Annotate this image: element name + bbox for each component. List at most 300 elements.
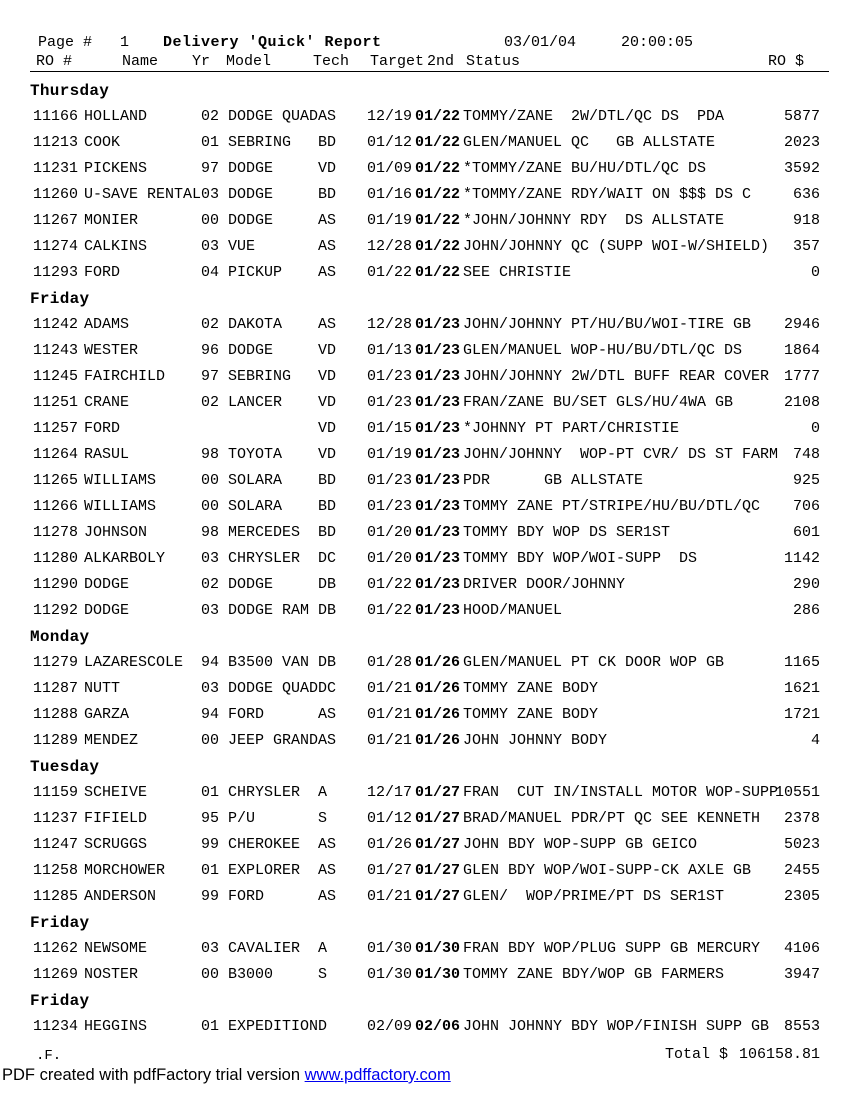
row-2nd-date: 01/22 [415, 186, 461, 203]
row-name: PICKENS [84, 160, 148, 177]
row-name: MENDEZ [84, 732, 139, 749]
table-row [0, 260, 850, 286]
row-status: GLEN/MANUEL QC GB ALLSTATE [463, 134, 716, 151]
row-2nd-date: 01/22 [415, 212, 461, 229]
report-time: 20:00:05 [621, 34, 694, 51]
row-name: LAZARESCOLE [84, 654, 184, 671]
row-ro-number: 11278 [33, 524, 79, 541]
row-amount: 0 [810, 420, 820, 437]
row-model: MERCEDES [228, 524, 301, 541]
pdf-factory-note: PDF created with pdfFactory trial version [2, 1066, 305, 1084]
row-name: ADAMS [84, 316, 130, 333]
row-name: ALKARBOLY [84, 550, 166, 567]
row-2nd-date: 01/26 [415, 706, 461, 723]
row-model: LANCER [228, 394, 283, 411]
row-year: 04 [201, 264, 220, 281]
report-body [0, 78, 850, 1040]
row-2nd-date: 01/23 [415, 602, 461, 619]
row-model: VUE [228, 238, 256, 255]
row-name: FORD [84, 264, 121, 281]
row-target-date: 01/12 [367, 134, 413, 151]
row-year: 01 [201, 784, 220, 801]
row-tech: AS [318, 732, 337, 749]
row-ro-number: 11279 [33, 654, 79, 671]
row-tech: DB [318, 602, 337, 619]
row-name: HEGGINS [84, 1018, 148, 1035]
row-2nd-date: 01/23 [415, 420, 461, 437]
row-tech: DB [318, 576, 337, 593]
row-target-date: 12/19 [367, 108, 413, 125]
day-section-heading: Monday [30, 628, 90, 646]
row-name: SCRUGGS [84, 836, 148, 853]
row-tech: AS [318, 836, 337, 853]
row-name: ANDERSON [84, 888, 157, 905]
row-target-date: 01/21 [367, 732, 413, 749]
row-name: WESTER [84, 342, 139, 359]
row-status: TOMMY ZANE BODY [463, 706, 599, 723]
row-model: DODGE [228, 342, 274, 359]
row-tech: D [318, 1018, 328, 1035]
total-value: 106158.81 [738, 1046, 820, 1063]
row-status: GLEN/MANUEL WOP-HU/BU/DTL/QC DS [463, 342, 743, 359]
row-2nd-date: 01/30 [415, 966, 461, 983]
row-ro-number: 11242 [33, 316, 79, 333]
row-name: WILLIAMS [84, 498, 157, 515]
row-year: 94 [201, 654, 220, 671]
row-name: CALKINS [84, 238, 148, 255]
row-target-date: 01/15 [367, 420, 413, 437]
row-year: 95 [201, 810, 220, 827]
row-tech: VD [318, 446, 337, 463]
row-target-date: 12/28 [367, 316, 413, 333]
row-ro-number: 11285 [33, 888, 79, 905]
row-amount: 357 [792, 238, 820, 255]
row-model: DODGE [228, 186, 274, 203]
row-year: 01 [201, 862, 220, 879]
row-status: HOOD/MANUEL [463, 602, 563, 619]
row-year: 00 [201, 498, 220, 515]
table-row [0, 182, 850, 208]
row-model: B3500 VAN [228, 654, 310, 671]
row-target-date: 01/23 [367, 472, 413, 489]
row-tech: A [318, 784, 328, 801]
column-header-row [30, 54, 829, 72]
row-name: DODGE [84, 576, 130, 593]
row-status: *TOMMY/ZANE BU/HU/DTL/QC DS [463, 160, 707, 177]
row-2nd-date: 01/22 [415, 264, 461, 281]
row-name: NUTT [84, 680, 121, 697]
row-ro-number: 11159 [33, 784, 79, 801]
table-row [0, 520, 850, 546]
row-amount: 2108 [783, 394, 820, 411]
row-amount: 1864 [783, 342, 820, 359]
row-2nd-date: 01/27 [415, 784, 461, 801]
row-year: 03 [201, 550, 220, 567]
row-2nd-date: 01/26 [415, 654, 461, 671]
row-ro-number: 11234 [33, 1018, 79, 1035]
row-model: JEEP GRAND [228, 732, 319, 749]
row-year: 02 [201, 316, 220, 333]
row-name: NEWSOME [84, 940, 148, 957]
column-header-2nd: 2nd [427, 53, 455, 70]
row-2nd-date: 01/23 [415, 498, 461, 515]
row-target-date: 01/12 [367, 810, 413, 827]
row-ro-number: 11213 [33, 134, 79, 151]
row-status: *TOMMY/ZANE RDY/WAIT ON $$$ DS C [463, 186, 752, 203]
row-ro-number: 11166 [33, 108, 79, 125]
row-tech: AS [318, 862, 337, 879]
row-model: EXPEDITION [228, 1018, 319, 1035]
row-model: P/U [228, 810, 256, 827]
day-section-heading: Tuesday [30, 758, 100, 776]
row-2nd-date: 01/22 [415, 238, 461, 255]
page-number-value: 1 [120, 34, 130, 51]
day-section-heading: Friday [30, 914, 90, 932]
table-row [0, 156, 850, 182]
row-model: DODGE [228, 212, 274, 229]
row-target-date: 01/21 [367, 680, 413, 697]
column-header-tech: Tech [313, 53, 350, 70]
row-target-date: 01/16 [367, 186, 413, 203]
row-tech: AS [318, 264, 337, 281]
row-name: FAIRCHILD [84, 368, 166, 385]
table-row [0, 390, 850, 416]
day-section-heading: Thursday [30, 82, 110, 100]
row-tech: BD [318, 472, 337, 489]
row-status: TOMMY ZANE BDY/WOP GB FARMERS [463, 966, 725, 983]
report-date: 03/01/04 [504, 34, 577, 51]
row-model: DODGE RAM [228, 602, 310, 619]
row-name: COOK [84, 134, 121, 151]
row-target-date: 01/30 [367, 966, 413, 983]
row-2nd-date: 01/23 [415, 342, 461, 359]
row-2nd-date: 01/23 [415, 576, 461, 593]
column-header-model: Model [226, 53, 272, 70]
table-row [0, 832, 850, 858]
row-amount: 290 [792, 576, 820, 593]
table-row [0, 858, 850, 884]
row-amount: 2455 [783, 862, 820, 879]
row-tech: BD [318, 134, 337, 151]
row-status: *JOHN/JOHNNY RDY DS ALLSTATE [463, 212, 725, 229]
row-target-date: 01/27 [367, 862, 413, 879]
row-status: JOHN JOHNNY BDY WOP/FINISH SUPP GB [463, 1018, 770, 1035]
row-year: 01 [201, 134, 220, 151]
table-row [0, 104, 850, 130]
row-ro-number: 11288 [33, 706, 79, 723]
table-row [0, 338, 850, 364]
row-year: 01 [201, 1018, 220, 1035]
row-tech: S [318, 966, 328, 983]
row-amount: 8553 [783, 1018, 820, 1035]
row-year: 00 [201, 732, 220, 749]
row-tech: VD [318, 160, 337, 177]
row-year: 02 [201, 576, 220, 593]
table-row [0, 962, 850, 988]
row-ro-number: 11257 [33, 420, 79, 437]
row-2nd-date: 01/23 [415, 394, 461, 411]
page-header [0, 30, 850, 52]
row-name: FIFIELD [84, 810, 148, 827]
row-ro-number: 11290 [33, 576, 79, 593]
row-target-date: 01/22 [367, 602, 413, 619]
row-status: FRAN BDY WOP/PLUG SUPP GB MERCURY [463, 940, 761, 957]
row-amount: 706 [792, 498, 820, 515]
row-status: JOHN/JOHNNY WOP-PT CVR/ DS ST FARM [463, 446, 779, 463]
row-amount: 1777 [783, 368, 820, 385]
row-ro-number: 11274 [33, 238, 79, 255]
table-row [0, 806, 850, 832]
footer-note: .F. [36, 1048, 62, 1064]
row-ro-number: 11231 [33, 160, 79, 177]
row-ro-number: 11267 [33, 212, 79, 229]
row-amount: 2305 [783, 888, 820, 905]
table-row [0, 572, 850, 598]
row-year: 02 [201, 108, 220, 125]
row-target-date: 01/09 [367, 160, 413, 177]
row-name: GARZA [84, 706, 130, 723]
row-ro-number: 11251 [33, 394, 79, 411]
row-model: PICKUP [228, 264, 283, 281]
table-row [0, 234, 850, 260]
row-2nd-date: 01/23 [415, 524, 461, 541]
row-year: 00 [201, 212, 220, 229]
pdf-factory-link[interactable]: www.pdffactory.com [304, 1066, 451, 1084]
row-year: 99 [201, 888, 220, 905]
row-ro-number: 11289 [33, 732, 79, 749]
row-name: MONIER [84, 212, 139, 229]
row-ro-number: 11237 [33, 810, 79, 827]
row-model: CHEROKEE [228, 836, 301, 853]
row-2nd-date: 01/23 [415, 446, 461, 463]
row-amount: 10551 [774, 784, 820, 801]
row-2nd-date: 01/22 [415, 134, 461, 151]
row-status: TOMMY ZANE BODY [463, 680, 599, 697]
row-model: SEBRING [228, 134, 292, 151]
row-ro-number: 11266 [33, 498, 79, 515]
column-header-ro: RO # [36, 53, 73, 70]
row-name: HOLLAND [84, 108, 148, 125]
row-amount: 2023 [783, 134, 820, 151]
row-ro-number: 11293 [33, 264, 79, 281]
table-row [0, 780, 850, 806]
row-tech: BD [318, 524, 337, 541]
row-name: RASUL [84, 446, 130, 463]
column-header-yr: Yr [192, 53, 211, 70]
row-status: FRAN CUT IN/INSTALL MOTOR WOP-SUPP [463, 784, 779, 801]
row-status: FRAN/ZANE BU/SET GLS/HU/4WA GB [463, 394, 734, 411]
row-2nd-date: 01/27 [415, 836, 461, 853]
row-model: DODGE QUAD [228, 108, 319, 125]
table-row [0, 1014, 850, 1040]
total-label: Total $ [665, 1046, 729, 1063]
row-target-date: 01/21 [367, 706, 413, 723]
row-model: FORD [228, 706, 265, 723]
row-name: NOSTER [84, 966, 139, 983]
row-status: GLEN/MANUEL PT CK DOOR WOP GB [463, 654, 725, 671]
row-target-date: 01/22 [367, 576, 413, 593]
row-year: 00 [201, 966, 220, 983]
row-year: 98 [201, 524, 220, 541]
row-model: DODGE [228, 160, 274, 177]
row-target-date: 12/28 [367, 238, 413, 255]
row-target-date: 01/23 [367, 498, 413, 515]
row-status: JOHN/JOHNNY 2W/DTL BUFF REAR COVER [463, 368, 770, 385]
row-amount: 1142 [783, 550, 820, 567]
row-amount: 3947 [783, 966, 820, 983]
row-2nd-date: 01/27 [415, 810, 461, 827]
row-2nd-date: 01/30 [415, 940, 461, 957]
row-name: U-SAVE RENTAL [84, 186, 202, 203]
row-status: PDR GB ALLSTATE [463, 472, 644, 489]
row-ro-number: 11245 [33, 368, 79, 385]
row-target-date: 01/21 [367, 888, 413, 905]
row-year: 98 [201, 446, 220, 463]
row-tech: AS [318, 212, 337, 229]
row-target-date: 02/09 [367, 1018, 413, 1035]
row-tech: AS [318, 238, 337, 255]
column-header-status: Status [466, 53, 521, 70]
row-amount: 5877 [783, 108, 820, 125]
row-2nd-date: 01/27 [415, 888, 461, 905]
row-year: 02 [201, 394, 220, 411]
row-model: TOYOTA [228, 446, 283, 463]
row-year: 99 [201, 836, 220, 853]
row-amount: 918 [792, 212, 820, 229]
row-amount: 601 [792, 524, 820, 541]
row-tech: VD [318, 368, 337, 385]
pdf-factory-line [2, 1066, 451, 1085]
row-model: FORD [228, 888, 265, 905]
row-amount: 1165 [783, 654, 820, 671]
row-amount: 2946 [783, 316, 820, 333]
row-ro-number: 11247 [33, 836, 79, 853]
table-row [0, 468, 850, 494]
row-ro-number: 11280 [33, 550, 79, 567]
report-title: Delivery 'Quick' Report [163, 34, 382, 51]
row-model: CHRYSLER [228, 784, 301, 801]
row-year: 96 [201, 342, 220, 359]
column-header-ro-dollars: RO $ [768, 53, 805, 70]
row-tech: DB [318, 654, 337, 671]
row-status: GLEN BDY WOP/WOI-SUPP-CK AXLE GB [463, 862, 752, 879]
row-amount: 1621 [783, 680, 820, 697]
table-row [0, 650, 850, 676]
row-2nd-date: 01/27 [415, 862, 461, 879]
row-ro-number: 11262 [33, 940, 79, 957]
row-2nd-date: 01/23 [415, 316, 461, 333]
row-tech: VD [318, 394, 337, 411]
row-amount: 3592 [783, 160, 820, 177]
row-tech: S [318, 810, 328, 827]
row-ro-number: 11287 [33, 680, 79, 697]
row-status: TOMMY BDY WOP/WOI-SUPP DS [463, 550, 698, 567]
row-amount: 748 [792, 446, 820, 463]
row-amount: 4 [810, 732, 820, 749]
row-amount: 0 [810, 264, 820, 281]
row-model: SEBRING [228, 368, 292, 385]
row-name: SCHEIVE [84, 784, 148, 801]
column-header-target: Target [370, 53, 425, 70]
row-target-date: 01/19 [367, 446, 413, 463]
row-status: TOMMY ZANE PT/STRIPE/HU/BU/DTL/QC [463, 498, 761, 515]
row-amount: 2378 [783, 810, 820, 827]
row-status: *JOHNNY PT PART/CHRISTIE [463, 420, 680, 437]
row-status: DRIVER DOOR/JOHNNY [463, 576, 626, 593]
row-2nd-date: 02/06 [415, 1018, 461, 1035]
row-target-date: 01/23 [367, 368, 413, 385]
row-tech: VD [318, 420, 337, 437]
row-year: 03 [201, 940, 220, 957]
row-2nd-date: 01/22 [415, 108, 461, 125]
table-row [0, 208, 850, 234]
table-row [0, 416, 850, 442]
row-model: DAKOTA [228, 316, 283, 333]
table-row [0, 364, 850, 390]
row-2nd-date: 01/22 [415, 160, 461, 177]
row-amount: 636 [792, 186, 820, 203]
row-model: CAVALIER [228, 940, 301, 957]
row-model: SOLARA [228, 498, 283, 515]
row-ro-number: 11265 [33, 472, 79, 489]
day-section-heading: Friday [30, 992, 90, 1010]
page-number-label: Page # [38, 34, 93, 51]
row-status: JOHN/JOHNNY QC (SUPP WOI-W/SHIELD) [463, 238, 770, 255]
row-ro-number: 11269 [33, 966, 79, 983]
row-amount: 286 [792, 602, 820, 619]
row-status: TOMMY BDY WOP DS SER1ST [463, 524, 671, 541]
row-model: SOLARA [228, 472, 283, 489]
row-name: FORD [84, 420, 121, 437]
row-ro-number: 11258 [33, 862, 79, 879]
row-2nd-date: 01/23 [415, 550, 461, 567]
table-row [0, 884, 850, 910]
row-year: 03 [201, 680, 220, 697]
row-ro-number: 11260 [33, 186, 79, 203]
row-target-date: 01/26 [367, 836, 413, 853]
table-row [0, 494, 850, 520]
row-status: JOHN/JOHNNY PT/HU/BU/WOI-TIRE GB [463, 316, 752, 333]
row-status: SEE CHRISTIE [463, 264, 572, 281]
row-ro-number: 11243 [33, 342, 79, 359]
row-year: 94 [201, 706, 220, 723]
row-2nd-date: 01/26 [415, 732, 461, 749]
row-year: 97 [201, 160, 220, 177]
table-row [0, 676, 850, 702]
row-tech: DC [318, 550, 337, 567]
row-amount: 4106 [783, 940, 820, 957]
row-2nd-date: 01/26 [415, 680, 461, 697]
row-amount: 1721 [783, 706, 820, 723]
row-tech: BD [318, 186, 337, 203]
row-ro-number: 11292 [33, 602, 79, 619]
row-amount: 5023 [783, 836, 820, 853]
row-tech: BD [318, 498, 337, 515]
row-2nd-date: 01/23 [415, 368, 461, 385]
row-target-date: 01/30 [367, 940, 413, 957]
row-status: BRAD/MANUEL PDR/PT QC SEE KENNETH [463, 810, 761, 827]
row-tech: VD [318, 342, 337, 359]
table-row [0, 598, 850, 624]
row-target-date: 01/28 [367, 654, 413, 671]
row-year: 03 [201, 186, 220, 203]
row-target-date: 01/22 [367, 264, 413, 281]
row-status: GLEN/ WOP/PRIME/PT DS SER1ST [463, 888, 725, 905]
row-target-date: 12/17 [367, 784, 413, 801]
row-year: 03 [201, 602, 220, 619]
table-row [0, 702, 850, 728]
row-tech: DC [318, 680, 337, 697]
